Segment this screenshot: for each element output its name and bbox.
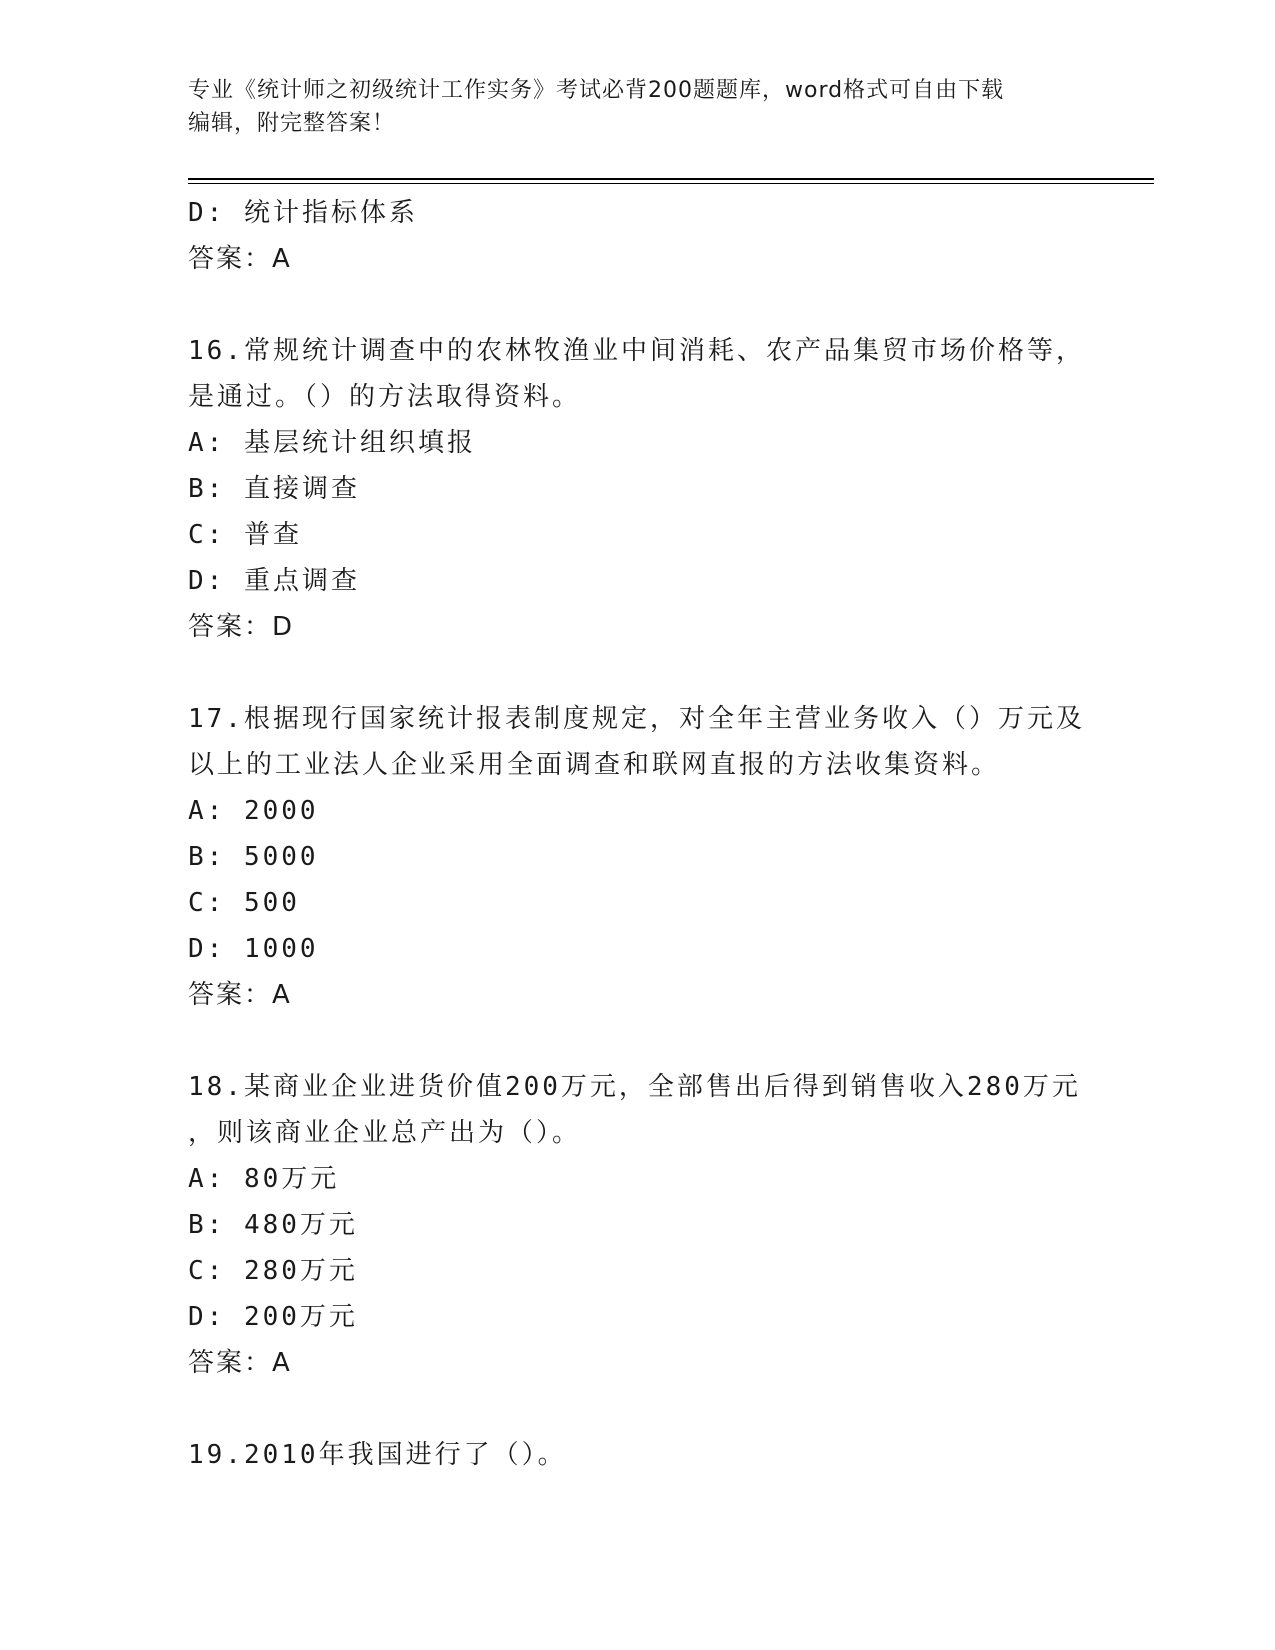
spacer	[188, 1018, 1108, 1064]
answer-line: 答案：D	[188, 612, 295, 642]
option-a: A: 80万元	[188, 1164, 340, 1194]
option-c: C: 500	[188, 888, 300, 918]
document-header	[188, 74, 1088, 140]
answer-line: 答案：A	[188, 980, 292, 1010]
spacer	[188, 1386, 1108, 1432]
question-18	[188, 1064, 1108, 1386]
option-d: D: 重点调查	[188, 566, 360, 596]
question-stem-line: 19.2010年我国进行了（）。	[188, 1440, 567, 1470]
answer-line: 答案：A	[188, 1348, 292, 1378]
option-c: C: 普查	[188, 520, 302, 550]
question-16	[188, 328, 1108, 650]
spacer	[188, 650, 1108, 696]
option-b: B: 5000	[188, 842, 319, 872]
header-line-1: 专业《统计师之初级统计工作实务》考试必背200题题库，word格式可自由下载	[188, 78, 1005, 103]
option-d: D: 1000	[188, 934, 319, 964]
question-list	[188, 190, 1108, 1478]
header-line-2: 编辑，附完整答案！	[188, 111, 396, 136]
option-b: B: 480万元	[188, 1210, 358, 1240]
answer-line: 答案：A	[188, 244, 292, 274]
question-stem-line: 16.常规统计调查中的农林牧渔业中间消耗、农产品集贸市场价格等，	[188, 336, 1085, 366]
question-19	[188, 1432, 1108, 1478]
option-a: A: 基层统计组织填报	[188, 428, 476, 458]
question-stem-line: ，则该商业企业总产出为（）。	[188, 1118, 582, 1148]
option-b: B: 直接调查	[188, 474, 360, 504]
question-stem-line: 以上的工业法人企业采用全面调查和联网直报的方法收集资料。	[188, 750, 1001, 780]
option-d: D: 统计指标体系	[188, 198, 418, 228]
previous-question-tail	[188, 190, 1108, 282]
spacer	[188, 282, 1108, 328]
option-d: D: 200万元	[188, 1302, 358, 1332]
question-stem-line: 18.某商业企业进货价值200万元，全部售出后得到销售收入280万元	[188, 1072, 1081, 1102]
question-stem-line: 是通过。（）的方法取得资料。	[188, 382, 582, 412]
header-rule-thin	[188, 183, 1154, 184]
header-rule-thick	[188, 178, 1154, 180]
option-a: A: 2000	[188, 796, 319, 826]
question-17	[188, 696, 1108, 1018]
option-c: C: 280万元	[188, 1256, 358, 1286]
question-stem-line: 17.根据现行国家统计报表制度规定，对全年主营业务收入（）万元及	[188, 704, 1085, 734]
